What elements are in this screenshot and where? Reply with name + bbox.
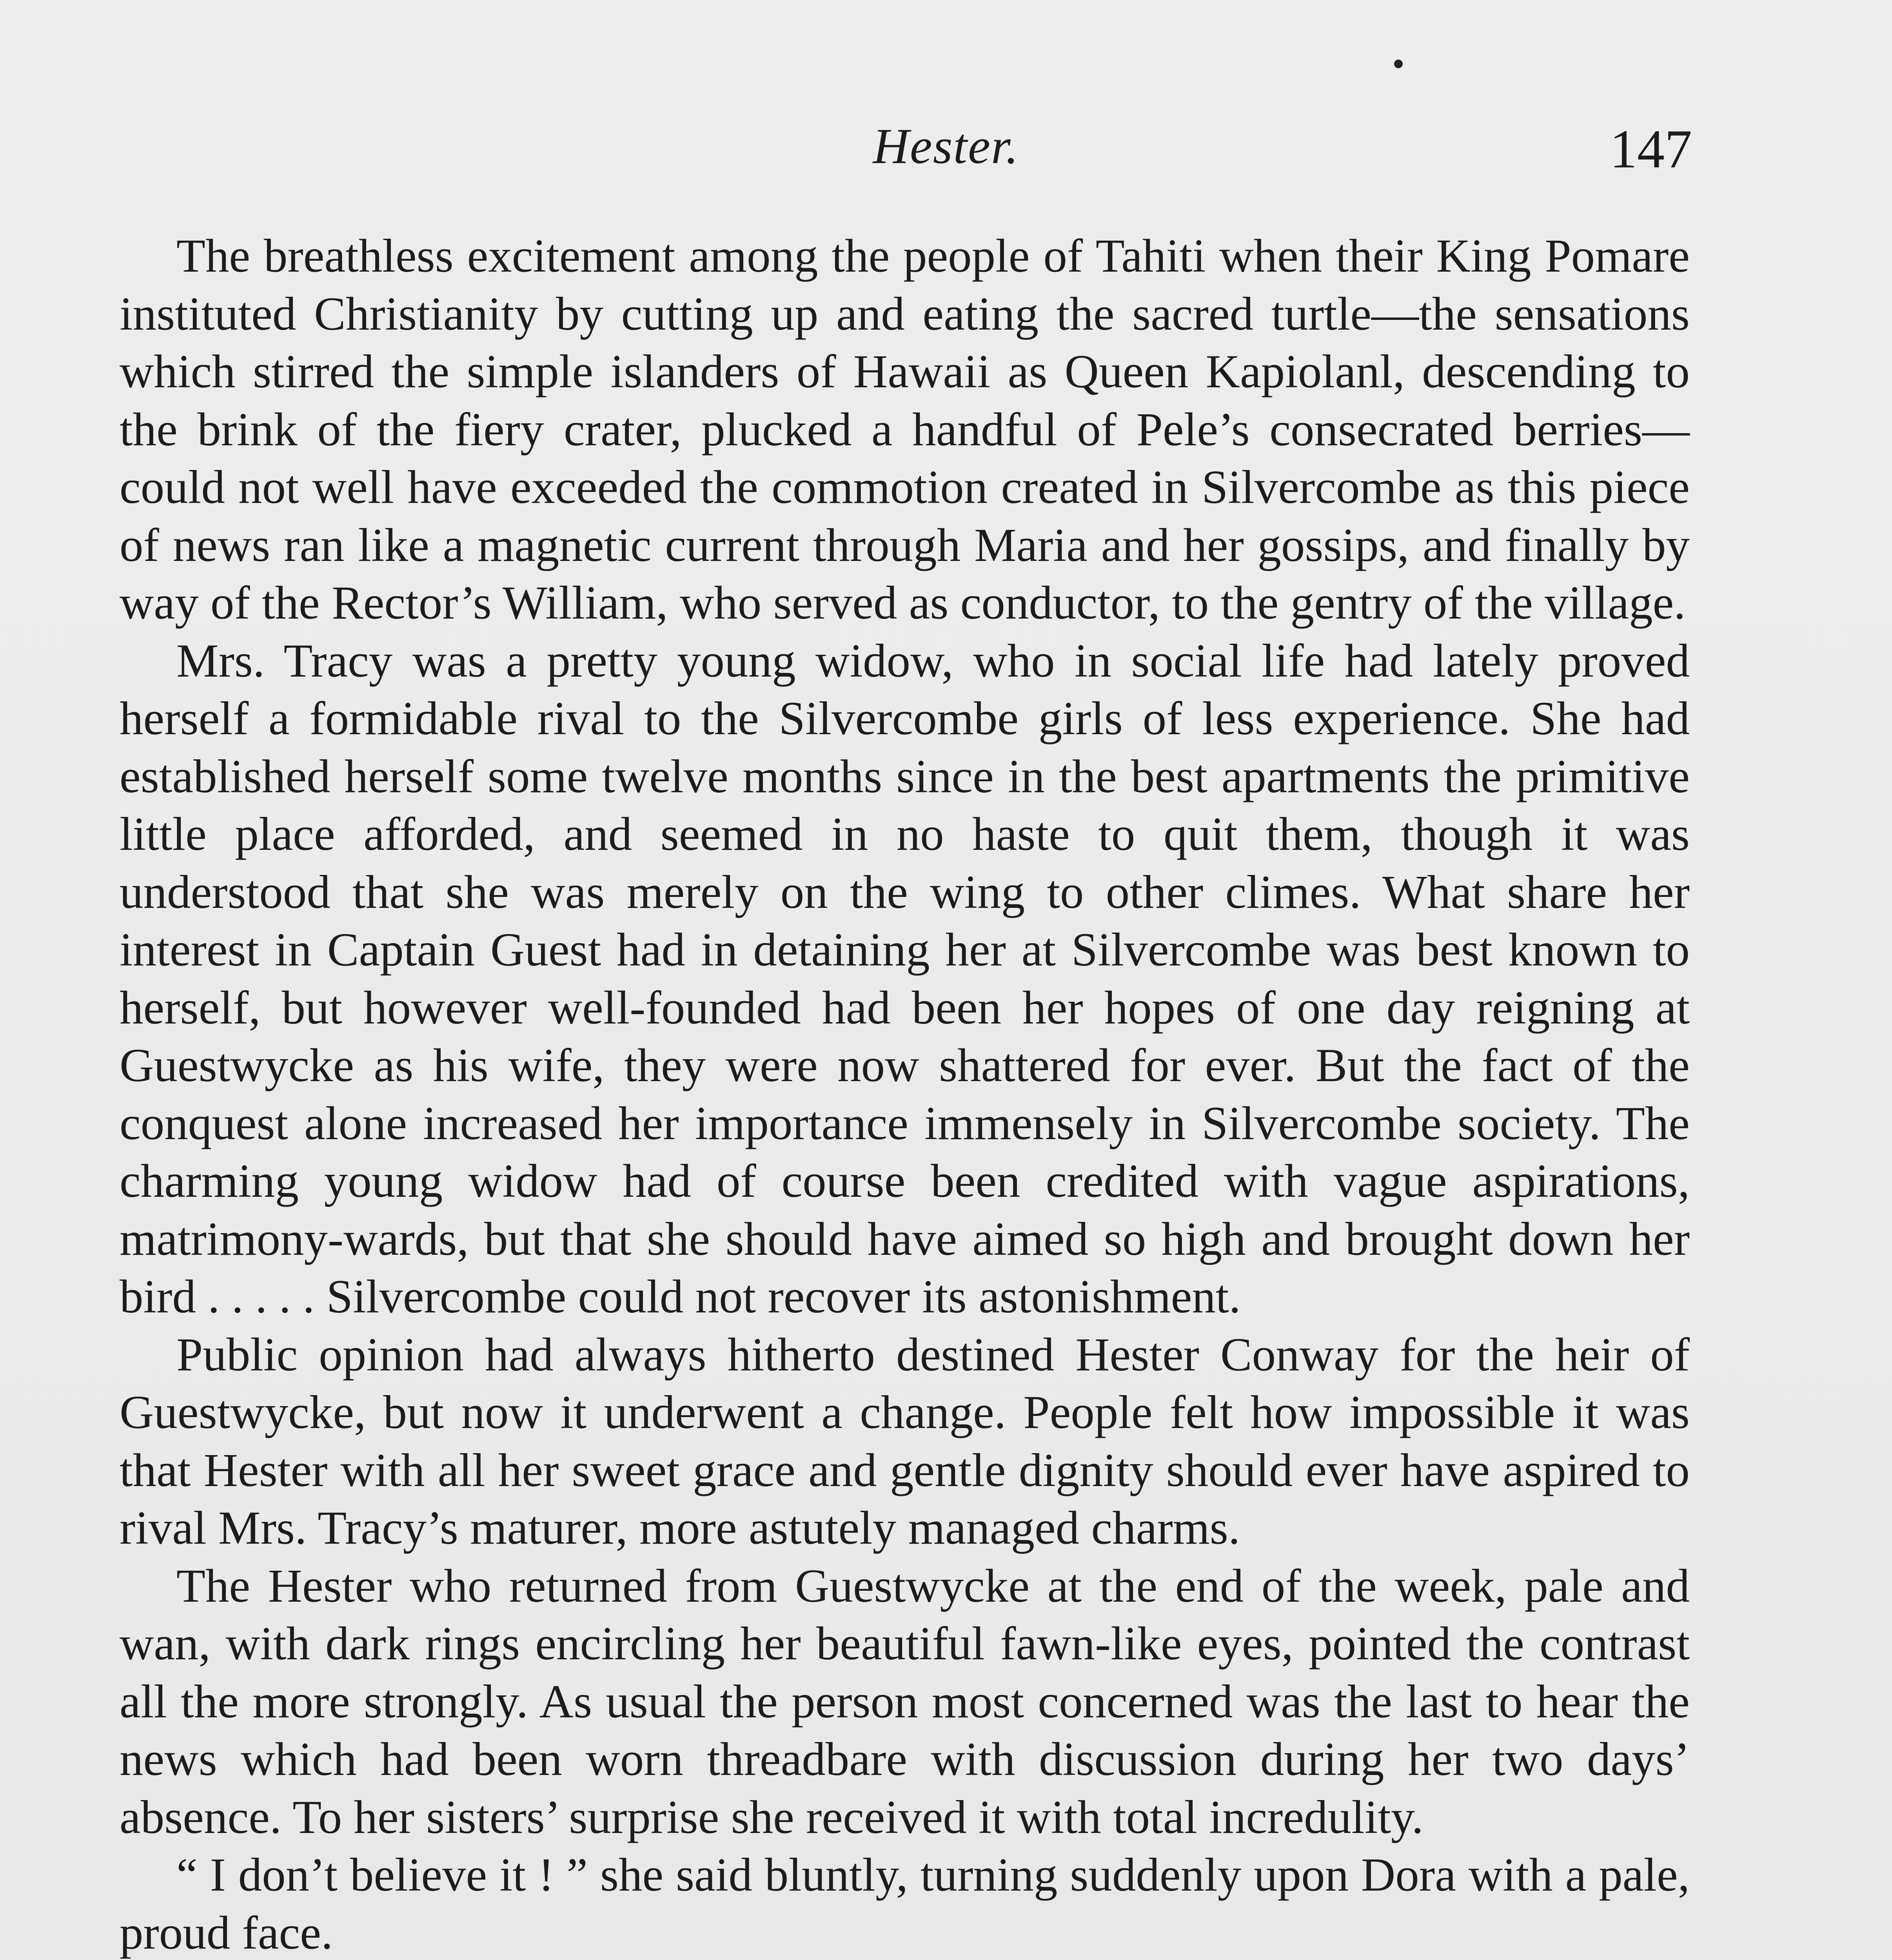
- paragraph: Mrs. Tracy was a pretty young widow, who in social life had lately proved herself a formidable rival to the Silvercombe girls of less experience. She had established herself some twelve months since in the best apartments the primitive little place afforded, and seemed in no haste to quit them, though it was understood that she was merely on the wing to other climes. What share her interest in Captain Guest had in detaining her at Silvercombe was best known to herself, but however well-founded had been her hopes of one day reigning at Guestwycke as his wife, they were now shattered for ever. But the fact of the conquest alone increased her importance immensely in Silvercombe society. The charming young widow had of course been credited with vague aspirations, matrimony-wards, but that she should have aimed so high and brought down her bird . . . . . Silvercombe could not recover its astonishment.: [120, 634, 1690, 1323]
- paragraph: “ I don’t believe it ! ” she said bluntly, turning suddenly upon Dora with a pale, proud face.: [120, 1849, 1690, 1959]
- page-number: 147: [1610, 119, 1692, 180]
- running-head-title: Hester.: [873, 118, 1019, 174]
- paragraph: The breathless excitement among the people of Tahiti when their King Pomare instituted Christianity by cutting up and eating the sacred turtle—the sensations which stirred the simple islanders of Hawaii as Queen Kapiolanl, descending to the brink of the fiery crater, plucked a handful of Pele’s consecrated berries—could not well have exceeded the commotion created in Silvercombe as this piece of news ran like a magnetic current through Maria and her gossips, and finally by way of the Rector’s William, who served as conductor, to the gentry of the village.: [120, 230, 1690, 629]
- paragraph: Public opinion had always hitherto destined Hester Conway for the heir of Guestwycke, but now it underwent a change. People felt how impossible it was that Hester with all her sweet grace and gentle dignity should ever have aspired to rival Mrs. Tracy’s maturer, more astutely managed charms.: [120, 1328, 1690, 1554]
- ink-speck: [1394, 60, 1403, 68]
- page-header: [0, 118, 1892, 180]
- paragraph: The Hester who returned from Guestwycke at the end of the week, pale and wan, with dark rings encircling her beautiful fawn-like eyes, pointed the contrast all the more strongly. As usual the person most concerned was the last to hear the news which had been worn threadbare with discussion during her two days’ absence. To her sisters’ surprise she received it with total incredulity.: [120, 1559, 1690, 1844]
- body-text: [120, 227, 1690, 1960]
